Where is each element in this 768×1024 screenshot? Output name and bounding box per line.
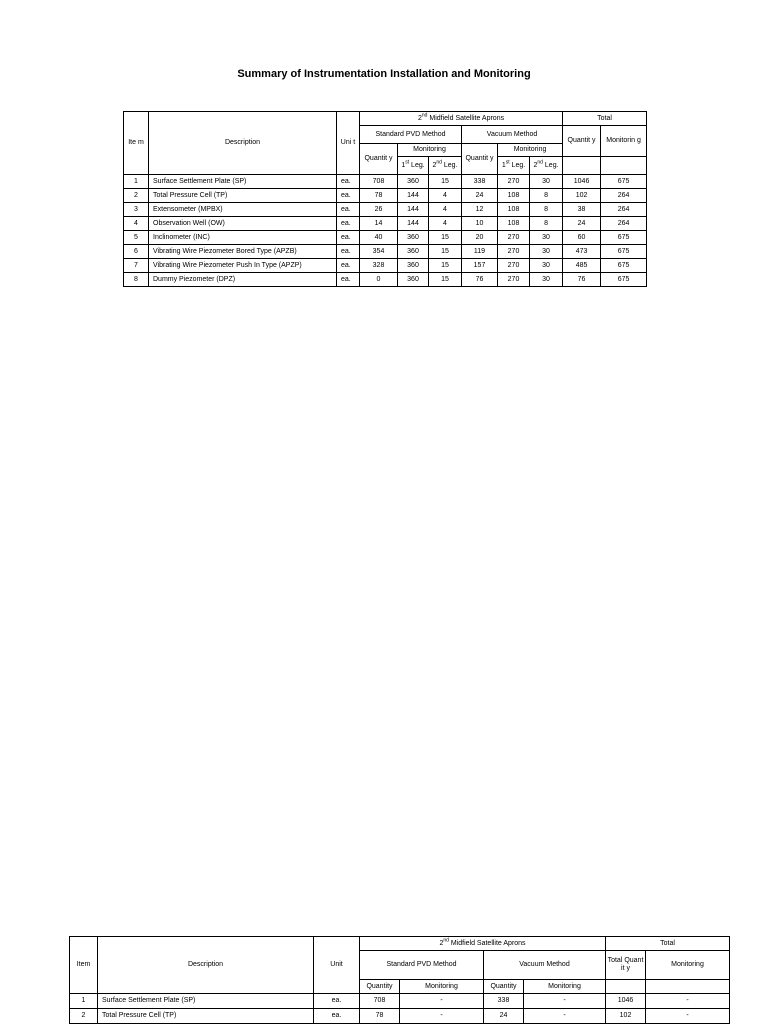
header-total-blank — [606, 980, 646, 994]
cell-tm: - — [646, 994, 730, 1009]
cell-item: 5 — [124, 231, 149, 245]
cell-s2: 4 — [429, 189, 462, 203]
cell-sq: 708 — [360, 175, 398, 189]
cell-sq: 26 — [360, 203, 398, 217]
cell-s1: 360 — [398, 273, 429, 287]
cell-v1: 108 — [498, 189, 530, 203]
header-group: 2nd Midfield Satellite Aprons — [360, 937, 606, 951]
cell-desc: Vibrating Wire Piezometer Push In Type (APZP) — [149, 259, 337, 273]
cell-desc: Extensometer (MPBX) — [149, 203, 337, 217]
cell-desc: Total Pressure Cell (TP) — [98, 1009, 314, 1024]
cell-sq: 14 — [360, 217, 398, 231]
cell-item: 2 — [124, 189, 149, 203]
header-standard-pvd: Standard PVD Method — [360, 951, 484, 980]
cell-v1: 108 — [498, 217, 530, 231]
table-row — [124, 217, 647, 231]
cell-tq: 24 — [563, 217, 601, 231]
cell-unit: ea. — [337, 189, 360, 203]
header-std-monitoring: Monitoring — [398, 144, 462, 157]
cell-tm: 264 — [601, 189, 647, 203]
cell-desc: Surface Settlement Plate (SP) — [149, 175, 337, 189]
cell-s1: 360 — [398, 231, 429, 245]
cell-unit: ea. — [337, 273, 360, 287]
cell-s2: 4 — [429, 203, 462, 217]
cell-v1: 270 — [498, 231, 530, 245]
cell-v2: 30 — [530, 175, 563, 189]
cell-v2: 8 — [530, 217, 563, 231]
cell-s2: 15 — [429, 175, 462, 189]
cell-item: 8 — [124, 273, 149, 287]
cell-desc: Dummy Piezometer (DPZ) — [149, 273, 337, 287]
cell-tm: 675 — [601, 273, 647, 287]
cell-v2: 30 — [530, 245, 563, 259]
cell-desc: Vibrating Wire Piezometer Bored Type (APZB) — [149, 245, 337, 259]
cell-vq: 157 — [462, 259, 498, 273]
page-title: Summary of Instrumentation Installation and Monitoring — [237, 68, 531, 80]
header-vacuum: Vacuum Method — [484, 951, 606, 980]
cell-s2: 15 — [429, 245, 462, 259]
cell-item: 3 — [124, 203, 149, 217]
header-vac-quantity: Quantity — [484, 980, 524, 994]
cell-tq: 60 — [563, 231, 601, 245]
table-row — [124, 189, 647, 203]
header-item: Ite m — [124, 112, 149, 175]
header-total-monitoring: Monitorin g — [601, 126, 647, 157]
cell-vq: 76 — [462, 273, 498, 287]
header-description: Description — [149, 112, 337, 175]
instrumentation-summary-table — [123, 111, 647, 287]
cell-tm: 264 — [601, 203, 647, 217]
cell-unit: ea. — [337, 217, 360, 231]
cell-sq: 328 — [360, 259, 398, 273]
header-unit: Unit — [314, 937, 360, 994]
cell-s1: 360 — [398, 245, 429, 259]
cell-sq: 354 — [360, 245, 398, 259]
cell-desc: Total Pressure Cell (TP) — [149, 189, 337, 203]
cell-sq: 0 — [360, 273, 398, 287]
cell-vq: 10 — [462, 217, 498, 231]
cell-s1: 144 — [398, 189, 429, 203]
header-std-first-leg: 1st Leg. — [398, 157, 429, 175]
cell-s2: 15 — [429, 231, 462, 245]
cell-tm: 675 — [601, 259, 647, 273]
header-total: Total — [563, 112, 647, 126]
header-total-quantity: Quantit y — [563, 126, 601, 157]
header-vac-first-leg: 1st Leg. — [498, 157, 530, 175]
cell-v1: 270 — [498, 175, 530, 189]
cell-vq: 119 — [462, 245, 498, 259]
cell-vq: 24 — [462, 189, 498, 203]
table-row — [124, 273, 647, 287]
cell-tq: 102 — [563, 189, 601, 203]
header-std-quantity: Quantit y — [360, 144, 398, 175]
cell-vm: - — [524, 1009, 606, 1024]
cell-v1: 270 — [498, 273, 530, 287]
table-row — [70, 994, 730, 1009]
cell-unit: ea. — [337, 259, 360, 273]
cell-item: 4 — [124, 217, 149, 231]
cell-vq: 20 — [462, 231, 498, 245]
cell-v2: 8 — [530, 189, 563, 203]
cell-tm: 264 — [601, 217, 647, 231]
instrumentation-quantity-table — [69, 936, 730, 1024]
header-vac-second-leg: 2nd Leg. — [530, 157, 563, 175]
cell-tq: 1046 — [563, 175, 601, 189]
cell-tq: 38 — [563, 203, 601, 217]
cell-v2: 30 — [530, 231, 563, 245]
cell-sm: - — [400, 994, 484, 1009]
header-vac-monitoring: Monitoring — [498, 144, 563, 157]
cell-unit: ea. — [337, 203, 360, 217]
cell-tm: - — [646, 1009, 730, 1024]
cell-s1: 144 — [398, 217, 429, 231]
header-total-monitoring: Monitoring — [646, 951, 730, 980]
header-std-quantity: Quantity — [360, 980, 400, 994]
header-std-second-leg: 2nd Leg. — [429, 157, 462, 175]
table-row — [124, 175, 647, 189]
cell-item: 6 — [124, 245, 149, 259]
header-vac-quantity: Quantit y — [462, 144, 498, 175]
header-total: Total — [606, 937, 730, 951]
cell-unit: ea. — [337, 231, 360, 245]
table-row — [124, 231, 647, 245]
cell-vm: - — [524, 994, 606, 1009]
cell-v1: 108 — [498, 203, 530, 217]
cell-item: 2 — [70, 1009, 98, 1024]
header-total-blank — [601, 157, 647, 175]
cell-s2: 15 — [429, 259, 462, 273]
cell-desc: Observation Well (OW) — [149, 217, 337, 231]
header-vac-monitoring: Monitoring — [524, 980, 606, 994]
cell-s2: 4 — [429, 217, 462, 231]
header-total-blank — [563, 157, 601, 175]
cell-tq: 473 — [563, 245, 601, 259]
cell-v2: 30 — [530, 259, 563, 273]
table-row — [124, 259, 647, 273]
cell-vq: 12 — [462, 203, 498, 217]
header-vacuum: Vacuum Method — [462, 126, 563, 144]
cell-s1: 144 — [398, 203, 429, 217]
header-description: Description — [98, 937, 314, 994]
cell-tq: 485 — [563, 259, 601, 273]
cell-item: 1 — [70, 994, 98, 1009]
cell-tm: 675 — [601, 175, 647, 189]
cell-s2: 15 — [429, 273, 462, 287]
cell-v2: 8 — [530, 203, 563, 217]
cell-sm: - — [400, 1009, 484, 1024]
cell-tq: 76 — [563, 273, 601, 287]
cell-tm: 675 — [601, 245, 647, 259]
cell-vq: 338 — [484, 994, 524, 1009]
cell-unit: ea. — [314, 1009, 360, 1024]
header-total-quantity: Total Quantit y — [606, 951, 646, 980]
cell-sq: 708 — [360, 994, 400, 1009]
cell-v1: 270 — [498, 259, 530, 273]
header-group: 2nd Midfield Satellite Aprons — [360, 112, 563, 126]
cell-tq: 102 — [606, 1009, 646, 1024]
cell-item: 7 — [124, 259, 149, 273]
cell-sq: 78 — [360, 189, 398, 203]
header-std-monitoring: Monitoring — [400, 980, 484, 994]
cell-v1: 270 — [498, 245, 530, 259]
cell-s1: 360 — [398, 259, 429, 273]
cell-v2: 30 — [530, 273, 563, 287]
cell-item: 1 — [124, 175, 149, 189]
cell-unit: ea. — [337, 245, 360, 259]
cell-sq: 78 — [360, 1009, 400, 1024]
cell-tq: 1046 — [606, 994, 646, 1009]
cell-vq: 24 — [484, 1009, 524, 1024]
cell-sq: 40 — [360, 231, 398, 245]
header-total-blank — [646, 980, 730, 994]
cell-vq: 338 — [462, 175, 498, 189]
cell-desc: Inclinometer (INC) — [149, 231, 337, 245]
header-item: Item — [70, 937, 98, 994]
cell-unit: ea. — [314, 994, 360, 1009]
header-unit: Uni t — [337, 112, 360, 175]
table-row — [70, 1009, 730, 1024]
cell-tm: 675 — [601, 231, 647, 245]
table-row — [124, 245, 647, 259]
table-row — [124, 203, 647, 217]
cell-s1: 360 — [398, 175, 429, 189]
cell-unit: ea. — [337, 175, 360, 189]
header-standard-pvd: Standard PVD Method — [360, 126, 462, 144]
cell-desc: Surface Settlement Plate (SP) — [98, 994, 314, 1009]
